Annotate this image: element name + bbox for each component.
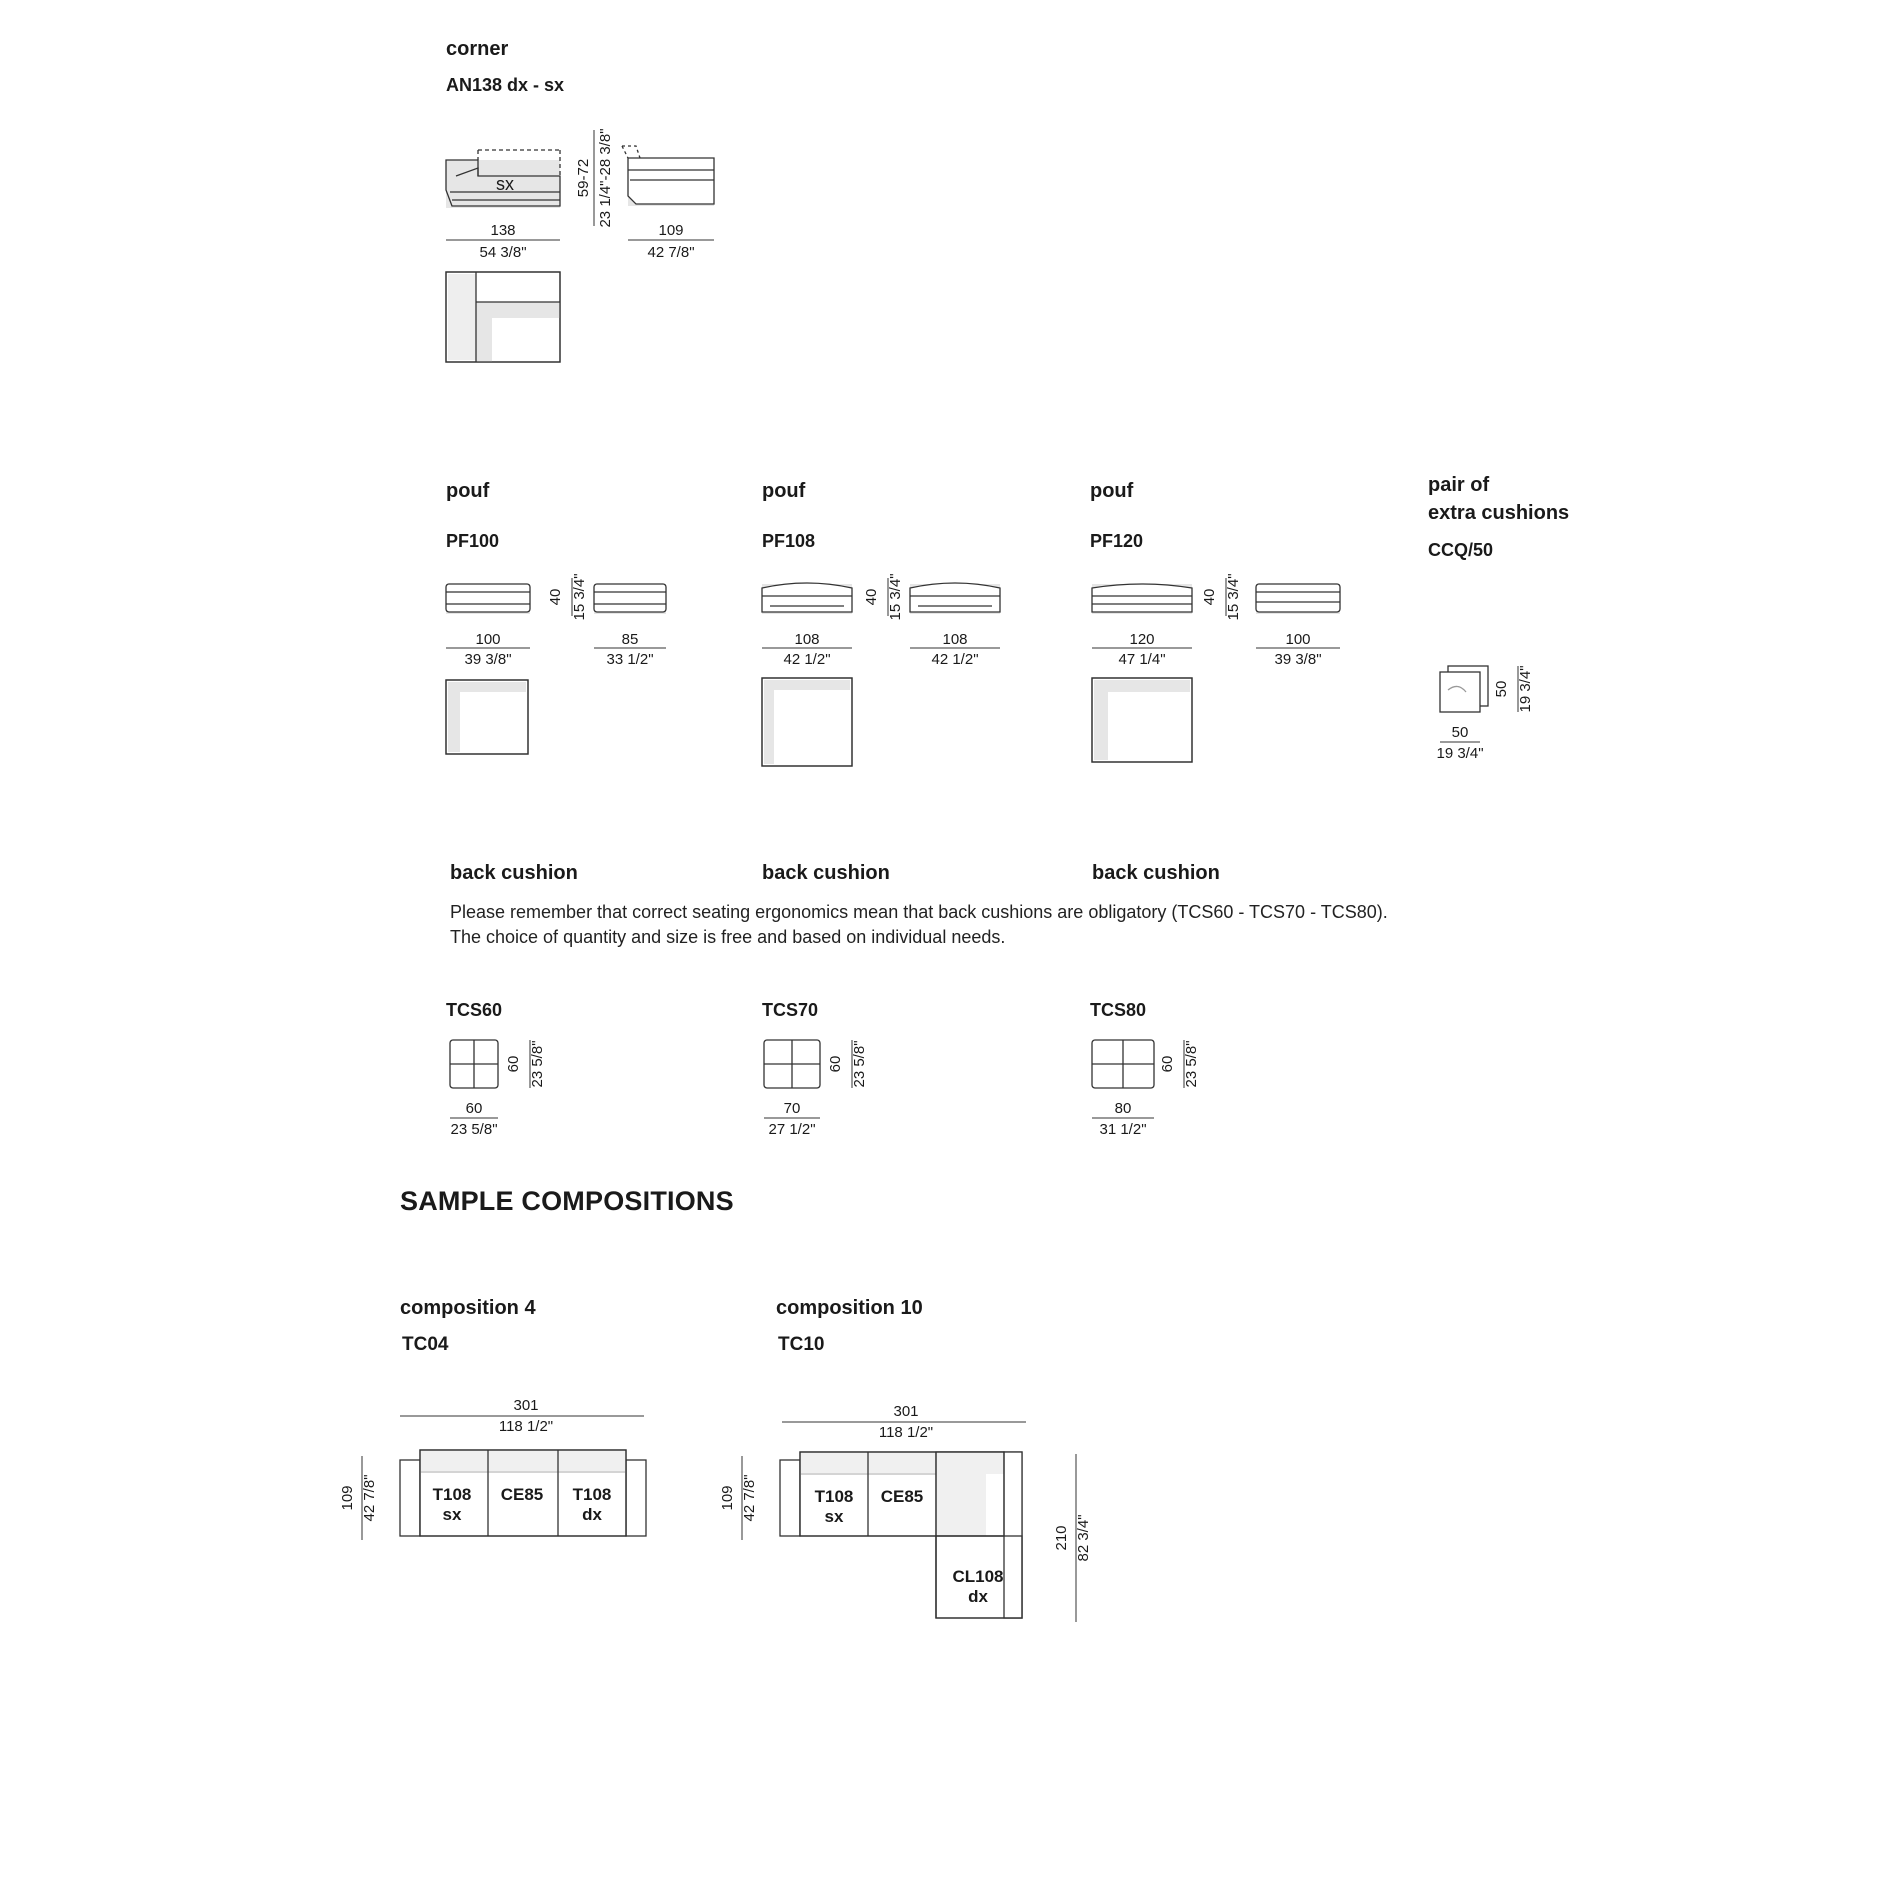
composition-4-title: composition 4	[400, 1297, 536, 1319]
corner-title: corner	[446, 38, 509, 60]
tcs80-width-cm: 80	[1114, 1100, 1132, 1117]
tcs80-view	[1092, 1040, 1154, 1088]
pouf-2-front-view	[762, 583, 852, 614]
comp4-module-2-code: CE85	[500, 1485, 544, 1504]
tcs80-height-cm: 60	[1159, 1055, 1176, 1073]
comp10-module-1-code: T108	[814, 1487, 854, 1506]
composition-4-plan	[400, 1450, 646, 1536]
tcs80-width-in: 31 1/2"	[1099, 1121, 1147, 1138]
comp10-module-1-side: sx	[824, 1507, 844, 1526]
composition-10-plan	[780, 1452, 1022, 1618]
tcs60-height-in: 23 5/8"	[529, 1040, 546, 1088]
extra-cushions-title-2: extra cushions	[1428, 502, 1570, 524]
extra-cushions-code: CCQ/50	[1428, 540, 1494, 560]
corner-width-cm: 138	[490, 222, 516, 239]
tcs70-width-in: 27 1/2"	[768, 1121, 816, 1138]
back-cushion-title-3: back cushion	[1092, 862, 1220, 884]
tcs70-height-cm: 60	[827, 1055, 844, 1073]
tcs60-width-cm: 60	[465, 1100, 483, 1117]
pouf-3-top-view	[1092, 678, 1192, 762]
pouf-1-height-in: 15 3/4"	[571, 573, 588, 621]
corner-depth-in: 42 7/8"	[647, 244, 695, 261]
composition-10-width-cm: 301	[893, 1403, 919, 1420]
tcs70-height-in: 23 5/8"	[851, 1040, 868, 1088]
pouf-1-top-view	[446, 680, 528, 754]
composition-4-width-cm: 301	[513, 1397, 539, 1414]
comp10-module-2-code: CE85	[880, 1487, 924, 1506]
composition-4-depth-in: 42 7/8"	[361, 1474, 378, 1522]
composition-10-depth-cm: 109	[719, 1485, 736, 1511]
composition-10-title: composition 10	[776, 1297, 923, 1319]
pouf-2-side-view	[910, 583, 1000, 614]
extra-cushions-height-cm: 50	[1493, 680, 1510, 698]
sample-compositions-title: SAMPLE COMPOSITIONS	[400, 1186, 734, 1216]
corner-side-label: sx	[496, 174, 514, 194]
back-cushion-title-2: back cushion	[762, 862, 890, 884]
pouf-1-front-view	[446, 584, 530, 614]
tcs80-code: TCS80	[1090, 1000, 1147, 1020]
corner-height-in: 23 1/4"-28 3/8"	[597, 128, 614, 228]
pouf-2-height-in: 15 3/4"	[887, 573, 904, 621]
corner-top-view	[446, 272, 560, 362]
tcs60-code: TCS60	[446, 1000, 503, 1020]
pouf-3-front-view	[1092, 584, 1192, 614]
back-cushion-note-2: The choice of quantity and size is free and based on individual needs.	[450, 927, 1006, 947]
pouf-1-code: PF100	[446, 531, 500, 551]
back-cushion-title-1: back cushion	[450, 862, 578, 884]
corner-side-view	[622, 146, 714, 206]
extra-cushions-title-1: pair of	[1428, 474, 1490, 496]
pouf-3-height-in: 15 3/4"	[1225, 573, 1242, 621]
pouf-3-depth-cm: 100	[1285, 631, 1311, 648]
pouf-3-height-cm: 40	[1201, 588, 1218, 606]
pouf-2-top-view	[762, 678, 852, 766]
pouf-1-height-cm: 40	[547, 588, 564, 606]
composition-10-total-depth-in: 82 3/4"	[1075, 1514, 1092, 1562]
pouf-3-width-cm: 120	[1129, 631, 1155, 648]
composition-10-total-depth-cm: 210	[1053, 1525, 1070, 1551]
composition-10-width-in: 118 1/2"	[878, 1424, 934, 1441]
pouf-1-side-view	[594, 584, 666, 614]
composition-4-code: TC04	[402, 1334, 449, 1355]
tcs70-width-cm: 70	[783, 1100, 801, 1117]
pouf-1-width-in: 39 3/8"	[464, 651, 512, 668]
comp4-module-3-code: T108	[572, 1485, 612, 1504]
extra-cushions-view	[1440, 666, 1488, 712]
composition-10-depth-in: 42 7/8"	[741, 1474, 758, 1522]
extra-cushions-width-cm: 50	[1451, 724, 1469, 741]
pouf-3-width-in: 47 1/4"	[1118, 651, 1166, 668]
corner-depth-cm: 109	[658, 222, 684, 239]
corner-width-in: 54 3/8"	[479, 244, 527, 261]
tcs60-width-in: 23 5/8"	[450, 1121, 498, 1138]
pouf-1-depth-in: 33 1/2"	[606, 651, 654, 668]
tcs60-height-cm: 60	[505, 1055, 522, 1073]
pouf-1-title: pouf	[446, 480, 490, 502]
pouf-2-width-in: 42 1/2"	[783, 651, 831, 668]
pouf-1-depth-cm: 85	[621, 631, 639, 648]
extra-cushions-height-in: 19 3/4"	[1517, 665, 1534, 713]
pouf-2-code: PF108	[762, 531, 816, 551]
back-cushion-note-1: Please remember that correct seating ergonomics mean that back cushions are obligatory (TCS60 - TCS70 - TCS80).	[450, 902, 1388, 922]
corner-height-cm: 59-72	[575, 158, 592, 198]
tcs80-height-in: 23 5/8"	[1183, 1040, 1200, 1088]
tcs60-view	[450, 1040, 498, 1088]
comp4-module-3-side: dx	[582, 1505, 602, 1524]
comp4-module-1-code: T108	[432, 1485, 472, 1504]
pouf-3-title: pouf	[1090, 480, 1134, 502]
comp10-module-3-side: dx	[968, 1587, 988, 1606]
pouf-2-title: pouf	[762, 480, 806, 502]
pouf-2-width-cm: 108	[794, 631, 820, 648]
corner-front-view	[446, 150, 560, 208]
comp4-module-1-side: sx	[442, 1505, 462, 1524]
pouf-2-depth-in: 42 1/2"	[931, 651, 979, 668]
tcs70-view	[764, 1040, 820, 1088]
pouf-1-width-cm: 100	[475, 631, 501, 648]
pouf-3-side-view	[1256, 584, 1340, 614]
pouf-3-code: PF120	[1090, 531, 1144, 551]
pouf-3-depth-in: 39 3/8"	[1274, 651, 1322, 668]
composition-10-code: TC10	[778, 1334, 825, 1355]
corner-code: AN138 dx - sx	[446, 75, 565, 95]
pouf-2-depth-cm: 108	[942, 631, 968, 648]
composition-4-width-in: 118 1/2"	[498, 1418, 554, 1435]
pouf-2-height-cm: 40	[863, 588, 880, 606]
comp10-module-3-code: CL108	[952, 1567, 1004, 1586]
composition-4-depth-cm: 109	[339, 1485, 356, 1511]
tcs70-code: TCS70	[762, 1000, 819, 1020]
extra-cushions-width-in: 19 3/4"	[1436, 745, 1484, 762]
